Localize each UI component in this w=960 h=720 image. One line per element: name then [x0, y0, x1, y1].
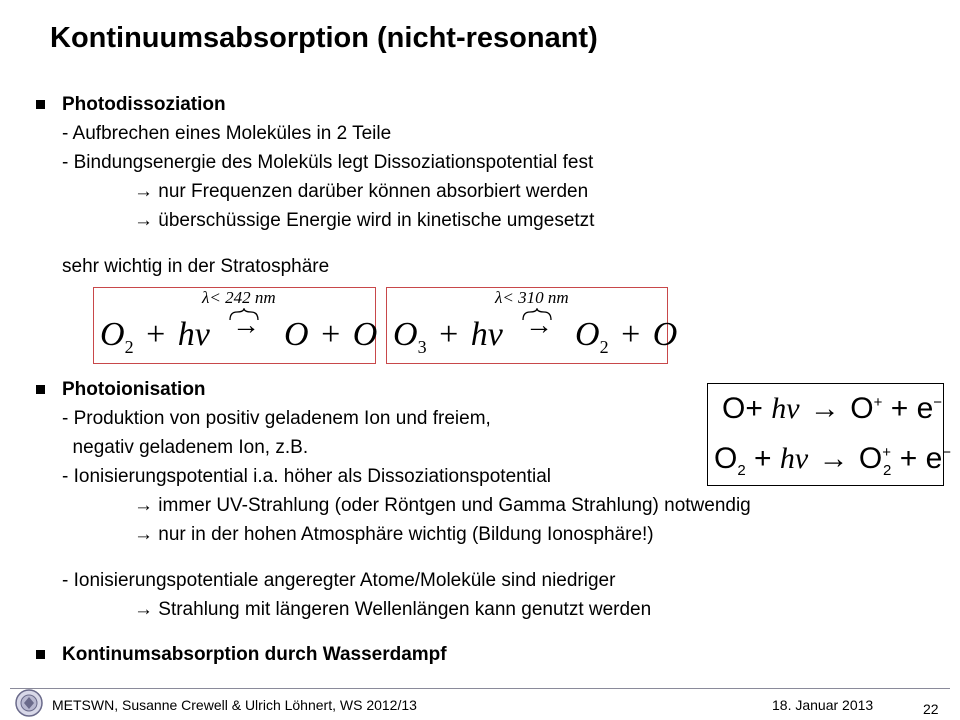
subscript: 2: [124, 336, 134, 357]
plus-sign: +: [621, 316, 641, 353]
subscript: 2: [883, 462, 892, 479]
university-logo-icon: [14, 688, 44, 718]
photon-hv: hν: [177, 316, 210, 353]
page-title: Kontinuumsabsorption (nicht-resonant): [50, 22, 598, 54]
ion-o2-plus: O: [858, 442, 883, 475]
plus-sign: +: [745, 392, 763, 425]
text-line: negativ geladenem Ion, z.B.: [62, 437, 309, 458]
text-note: sehr wichtig in der Stratosphäre: [62, 256, 330, 277]
page-number: 22: [923, 701, 939, 717]
superscript: −: [942, 444, 952, 461]
text-line: → Strahlung mit längeren Wellenlängen kann genutzt werden: [134, 599, 652, 620]
text-line: → nur in der hohen Atmosphäre wichtig (Bildung Ionosphäre!): [134, 524, 654, 545]
superscript: −: [933, 394, 943, 411]
molecule-o: O: [393, 316, 418, 353]
section-heading-wasserdampf: Kontinumsabsorption durch Wasserdampf: [62, 644, 447, 665]
text-line: → immer UV-Strahlung (oder Röntgen und Gamma Strahlung) notwendig: [134, 495, 751, 516]
text-line: - Aufbrechen eines Moleküles in 2 Teile: [62, 123, 392, 144]
subscript: 2: [599, 336, 609, 357]
molecule-o: O: [284, 316, 309, 353]
molecule-o2: O: [714, 442, 738, 475]
bullet-square-icon: [36, 650, 45, 659]
wavelength-condition: λ< 310 nm: [495, 288, 569, 307]
molecule-o: O: [352, 316, 378, 353]
ionization-equation-box: [707, 383, 952, 486]
equation-box-o2: [93, 287, 376, 364]
photon-hv: hν: [771, 392, 800, 425]
text-line: - Bindungsenergie des Moleküls legt Dissoziationspotential fest: [62, 152, 594, 173]
superscript: +: [882, 444, 892, 461]
bullet-square-icon: [36, 385, 45, 394]
plus-sign: +: [439, 316, 459, 353]
molecule-o: O: [575, 316, 600, 353]
plus-sign: +: [890, 392, 909, 425]
molecule-o: O: [652, 316, 678, 353]
arrow-icon: →: [818, 442, 849, 475]
bullet-square-icon: [36, 100, 45, 109]
text-line: - Produktion von positiv geladenem Ion und freiem,: [62, 408, 491, 429]
arrow-icon: →: [232, 310, 260, 341]
text-line: → überschüssige Energie wird in kinetische umgesetzt: [134, 210, 595, 231]
text-line: - Ionisierungspotential i.a. höher als Dissoziationspotential: [62, 466, 551, 487]
atom-o: O: [722, 392, 746, 425]
wavelength-condition: λ< 242 nm: [202, 288, 276, 307]
plus-sign: +: [321, 316, 341, 353]
equation-box-o3: [386, 287, 678, 364]
molecule-o: O: [100, 316, 125, 353]
subscript: 2: [737, 462, 746, 479]
photon-hv: hν: [779, 442, 809, 475]
plus-sign: +: [754, 442, 772, 475]
section-heading-photoionisation: Photoionisation: [62, 379, 206, 400]
section-heading-photodissoziation: Photodissoziation: [62, 94, 226, 115]
text-line: → nur Frequenzen darüber können absorbiert werden: [134, 181, 589, 202]
text-line: - Ionisierungspotentiale angeregter Atome/Moleküle sind niedriger: [62, 570, 616, 591]
footer-date: 18. Januar 2013: [772, 697, 874, 713]
subscript: 3: [417, 336, 427, 357]
arrow-icon: →: [525, 310, 553, 341]
superscript: +: [873, 394, 883, 411]
plus-sign: +: [146, 316, 166, 353]
electron: e: [916, 392, 934, 425]
photon-hv: hν: [470, 316, 503, 353]
footer-divider: [10, 688, 950, 689]
footer-author: METSWN, Susanne Crewell & Ulrich Löhnert, WS 2012/13: [52, 697, 417, 713]
ion-o-plus: O: [850, 392, 874, 425]
plus-sign: +: [899, 442, 918, 475]
arrow-icon: →: [809, 392, 840, 425]
electron: e: [925, 442, 943, 475]
